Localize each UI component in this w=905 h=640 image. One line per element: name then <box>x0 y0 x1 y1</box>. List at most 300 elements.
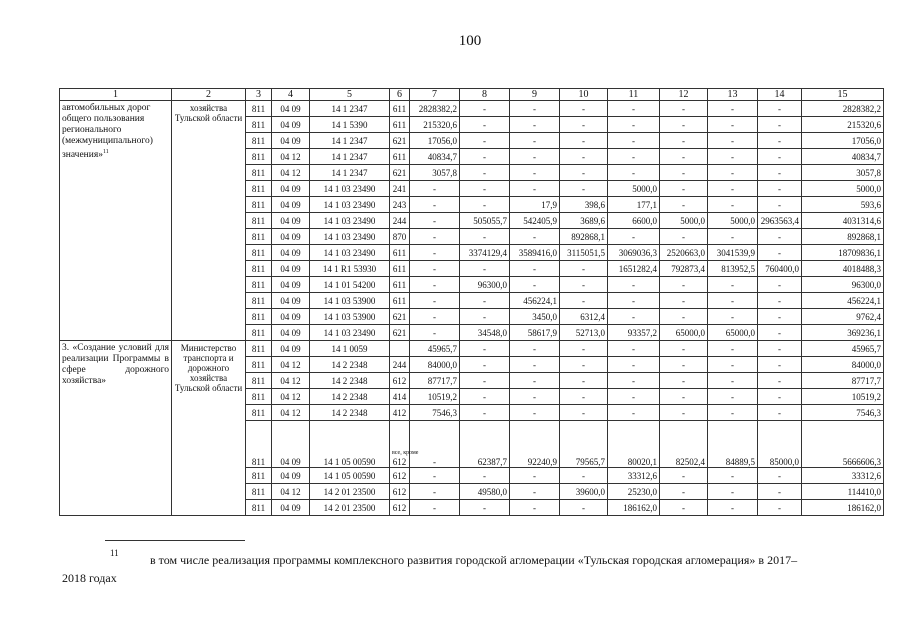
table-cell: - <box>510 341 560 357</box>
table-cell: - <box>608 309 660 325</box>
table-cell: 4031314,6 <box>802 213 884 229</box>
column-header: 2 <box>172 89 246 101</box>
table-cell: 04 12 <box>272 405 310 421</box>
table-cell: 811 <box>246 293 272 309</box>
table-cell: - <box>510 373 560 389</box>
table-cell: - <box>410 309 460 325</box>
table-cell: - <box>560 357 608 373</box>
table-cell: 58617,9 <box>510 325 560 341</box>
table-row <box>60 341 884 357</box>
table-cell: 65000,0 <box>660 325 708 341</box>
table-cell: 3069036,3 <box>608 245 660 261</box>
table-cell: 04 09 <box>272 341 310 357</box>
table-cell: 84000,0 <box>410 357 460 373</box>
table-cell: - <box>608 101 660 117</box>
table-cell: 39600,0 <box>560 484 608 500</box>
table-cell: - <box>758 229 802 245</box>
table-cell: - <box>460 500 510 516</box>
table-cell: - <box>560 341 608 357</box>
table-cell: - <box>410 261 460 277</box>
table-cell <box>390 421 419 468</box>
table-cell: - <box>510 133 560 149</box>
column-header: 3 <box>246 89 272 101</box>
table-cell: 14 1 03 23490 <box>310 197 390 213</box>
table-cell: - <box>460 149 510 165</box>
table-cell: - <box>660 165 708 181</box>
table-cell: - <box>608 405 660 421</box>
table-cell: 49580,0 <box>460 484 510 500</box>
table-cell: - <box>510 117 560 133</box>
table-cell: 40834,7 <box>802 149 884 165</box>
table-cell: 5666606,3 <box>802 421 884 468</box>
table-cell: 611 <box>390 245 410 261</box>
table-cell: - <box>758 405 802 421</box>
table-cell: 04 12 <box>272 484 310 500</box>
table-cell: - <box>758 117 802 133</box>
table-cell: 811 <box>246 165 272 181</box>
table-cell: 811 <box>246 101 272 117</box>
table-cell: - <box>410 484 460 500</box>
table-cell: - <box>460 309 510 325</box>
table-cell: - <box>410 181 460 197</box>
table-cell: 04 09 <box>272 421 310 468</box>
table-cell: 892868,1 <box>560 229 608 245</box>
table-cell: 04 09 <box>272 500 310 516</box>
table-cell: 14 1 2347 <box>310 133 390 149</box>
table-cell: - <box>460 229 510 245</box>
table-cell: 04 09 <box>272 245 310 261</box>
table-cell: - <box>560 277 608 293</box>
table-cell: 811 <box>246 484 272 500</box>
table-cell: - <box>660 405 708 421</box>
column-header: 10 <box>560 89 608 101</box>
table-cell: 186162,0 <box>802 500 884 516</box>
table-cell: 3057,8 <box>802 165 884 181</box>
table-cell: 811 <box>246 468 272 484</box>
table-cell: - <box>758 500 802 516</box>
table-cell: 6312,4 <box>560 309 608 325</box>
table-cell: - <box>410 325 460 341</box>
table-cell: 18709836,1 <box>802 245 884 261</box>
table-cell: 85000,0 <box>758 421 802 468</box>
table-cell: - <box>560 261 608 277</box>
table-cell: - <box>460 261 510 277</box>
table-cell: 33312,6 <box>802 468 884 484</box>
table-cell: 3374129,4 <box>460 245 510 261</box>
column-header: 8 <box>460 89 510 101</box>
column-header: 14 <box>758 89 802 101</box>
table-cell: - <box>708 373 758 389</box>
table-cell: 34548,0 <box>460 325 510 341</box>
table-cell: 80020,1 <box>608 421 660 468</box>
table-cell: - <box>758 181 802 197</box>
table-cell: - <box>608 117 660 133</box>
table-cell: 04 09 <box>272 213 310 229</box>
table-cell: 04 09 <box>272 117 310 133</box>
column-header: 6 <box>390 89 410 101</box>
table-cell: - <box>708 165 758 181</box>
table-cell: 811 <box>246 309 272 325</box>
table-cell: - <box>608 373 660 389</box>
table-cell: - <box>460 117 510 133</box>
table-cell: - <box>510 357 560 373</box>
table-cell: - <box>660 389 708 405</box>
table-cell: - <box>510 468 560 484</box>
table-cell: 9762,4 <box>802 309 884 325</box>
column-header: 9 <box>510 89 560 101</box>
table-cell: 2828382,2 <box>410 101 460 117</box>
table-cell: - <box>410 197 460 213</box>
table-cell: 621 <box>390 309 410 325</box>
table-cell: - <box>708 149 758 165</box>
table-cell: - <box>758 277 802 293</box>
table-cell: 04 12 <box>272 357 310 373</box>
table-cell: - <box>708 117 758 133</box>
footnote-text: в том числе реализация программы комплексного развития городской агломерации «Тульская городская агломерация» в 2017– <box>150 553 798 567</box>
table-cell: 456224,1 <box>802 293 884 309</box>
table-cell: 811 <box>246 229 272 245</box>
table-cell: 811 <box>246 213 272 229</box>
table-cell: 04 09 <box>272 181 310 197</box>
table-cell: 82502,4 <box>660 421 708 468</box>
table-cell: 505055,7 <box>460 213 510 229</box>
table-cell: - <box>660 149 708 165</box>
table-cell: 811 <box>246 261 272 277</box>
table-cell: 04 09 <box>272 133 310 149</box>
table-cell: 612 <box>390 484 410 500</box>
table-cell: - <box>560 468 608 484</box>
table-cell: 04 09 <box>272 261 310 277</box>
table-cell: - <box>410 277 460 293</box>
table-cell: 621 <box>390 133 410 149</box>
table-cell: 811 <box>246 405 272 421</box>
table-cell: - <box>608 357 660 373</box>
table-cell: - <box>608 341 660 357</box>
table-cell: 244 <box>390 357 410 373</box>
table-cell: - <box>758 101 802 117</box>
table-cell: 14 1 05 00590 <box>310 468 390 484</box>
table-cell: 811 <box>246 133 272 149</box>
table-cell: - <box>608 277 660 293</box>
table-cell: - <box>708 229 758 245</box>
table-cell: - <box>510 277 560 293</box>
table-cell: - <box>708 341 758 357</box>
table-cell: 14 1 5390 <box>310 117 390 133</box>
table-cell: - <box>560 389 608 405</box>
table-cell: - <box>510 165 560 181</box>
table-cell: 25230,0 <box>608 484 660 500</box>
footnote-reference: 11 <box>102 149 109 155</box>
table-cell: 811 <box>246 181 272 197</box>
table-cell: - <box>660 484 708 500</box>
table-cell: 611 <box>390 117 410 133</box>
column-header: 5 <box>310 89 390 101</box>
table-row <box>60 101 884 117</box>
table-cell: - <box>660 357 708 373</box>
table-cell: 612 <box>390 500 410 516</box>
table-cell: 92240,9 <box>510 421 560 468</box>
table-cell: 14 1 03 23490 <box>310 229 390 245</box>
table-cell: 1651282,4 <box>608 261 660 277</box>
table-cell: 5000,0 <box>660 213 708 229</box>
table-cell: - <box>510 149 560 165</box>
table-cell: 14 2 2348 <box>310 389 390 405</box>
table-cell: 3689,6 <box>560 213 608 229</box>
table-cell: 243 <box>390 197 410 213</box>
table-cell: 414 <box>390 389 410 405</box>
table-cell: - <box>608 165 660 181</box>
table-cell: - <box>608 133 660 149</box>
table-cell: - <box>708 357 758 373</box>
table-cell: - <box>708 133 758 149</box>
table-cell: - <box>510 229 560 245</box>
table-cell: - <box>460 197 510 213</box>
table-cell: 14 2 2348 <box>310 405 390 421</box>
table-cell: 611 <box>390 149 410 165</box>
table-cell: 84889,5 <box>708 421 758 468</box>
table-cell: - <box>708 468 758 484</box>
table-cell: - <box>410 468 460 484</box>
table-cell: 2828382,2 <box>802 101 884 117</box>
table-cell: - <box>460 165 510 181</box>
table-cell: 612 <box>390 468 410 484</box>
table-cell: 542405,9 <box>510 213 560 229</box>
table-cell: - <box>708 405 758 421</box>
table-cell: - <box>510 181 560 197</box>
table-cell: 17056,0 <box>410 133 460 149</box>
table-cell: 14 2 2348 <box>310 373 390 389</box>
table-cell: - <box>708 293 758 309</box>
table-cell: 593,6 <box>802 197 884 213</box>
table-cell: 04 09 <box>272 309 310 325</box>
table-cell: - <box>660 468 708 484</box>
table-cell: 215320,6 <box>802 117 884 133</box>
table-cell: - <box>708 197 758 213</box>
column-header: 4 <box>272 89 310 101</box>
table-cell: 241 <box>390 181 410 197</box>
table-cell: 14 1 0059 <box>310 341 390 357</box>
table-cell: 52713,0 <box>560 325 608 341</box>
table-cell: - <box>510 484 560 500</box>
table-cell: 811 <box>246 117 272 133</box>
table-cell: 96300,0 <box>802 277 884 293</box>
table-cell: - <box>660 277 708 293</box>
activity-description-text: автомобильных дорог общего пользования регионального (межмуниципального) значения» <box>62 103 153 161</box>
table-cell: 114410,0 <box>802 484 884 500</box>
table-cell: 14 1 03 23490 <box>310 213 390 229</box>
footnote-mark: 11 <box>110 548 119 558</box>
table-cell: 79565,7 <box>560 421 608 468</box>
table-cell: - <box>758 293 802 309</box>
table-cell: 40834,7 <box>410 149 460 165</box>
table-cell: - <box>510 389 560 405</box>
table-cell: 186162,0 <box>608 500 660 516</box>
table-cell: 3041539,9 <box>708 245 758 261</box>
activity-description <box>60 101 172 341</box>
header-row <box>60 89 884 101</box>
responsible-organization: Министерство транспорта и дорожного хозяйства Тульской области <box>172 341 246 516</box>
column-header: 11 <box>608 89 660 101</box>
table-cell: 04 12 <box>272 373 310 389</box>
table-cell: 7546,3 <box>802 405 884 421</box>
table-cell: 2520663,0 <box>660 245 708 261</box>
table-cell: - <box>410 245 460 261</box>
table-cell: - <box>708 181 758 197</box>
table-cell: - <box>758 468 802 484</box>
table-cell: - <box>758 245 802 261</box>
table-cell: 45965,7 <box>802 341 884 357</box>
column-header: 13 <box>708 89 758 101</box>
table-cell: 04 12 <box>272 165 310 181</box>
table-cell: 87717,7 <box>410 373 460 389</box>
table-cell: 04 09 <box>272 277 310 293</box>
table-cell: - <box>758 309 802 325</box>
column-header: 12 <box>660 89 708 101</box>
table-cell: - <box>460 181 510 197</box>
table-cell: - <box>660 309 708 325</box>
table-cell: 84000,0 <box>802 357 884 373</box>
table-cell: - <box>460 133 510 149</box>
table-cell: - <box>758 165 802 181</box>
table-cell: 14 1 03 53900 <box>310 293 390 309</box>
table-cell: - <box>660 197 708 213</box>
table-cell: 14 1 03 53900 <box>310 309 390 325</box>
table-cell: - <box>560 405 608 421</box>
table-cell: 14 1 03 23490 <box>310 325 390 341</box>
table-cell: - <box>560 293 608 309</box>
table-cell: 14 1 2347 <box>310 165 390 181</box>
table-cell: 792873,4 <box>660 261 708 277</box>
table-cell: 14 1 01 54200 <box>310 277 390 293</box>
responsible-organization: хозяйства Тульской области <box>172 101 246 341</box>
table-cell: - <box>608 389 660 405</box>
table-cell: 892868,1 <box>802 229 884 245</box>
footnote-text-continued: 2018 годах <box>62 571 117 585</box>
table-cell: 14 1 R1 53930 <box>310 261 390 277</box>
table-cell: - <box>560 373 608 389</box>
footnote-separator <box>105 540 245 541</box>
table-cell: - <box>758 149 802 165</box>
table-cell: - <box>560 117 608 133</box>
table-cell: 456224,1 <box>510 293 560 309</box>
table-cell: 3057,8 <box>410 165 460 181</box>
activity-description: 3. «Создание условий для реализации Программы в сфере дорожного хозяйства» <box>60 341 172 516</box>
table-cell: 3450,0 <box>510 309 560 325</box>
table-cell: 244 <box>390 213 410 229</box>
table-cell: 4018488,3 <box>802 261 884 277</box>
table-cell: 04 09 <box>272 468 310 484</box>
column-header: 15 <box>802 89 884 101</box>
table-cell: - <box>460 293 510 309</box>
table-cell: - <box>460 468 510 484</box>
table-cell: 398,6 <box>560 197 608 213</box>
table-cell: 369236,1 <box>802 325 884 341</box>
table-cell: 811 <box>246 373 272 389</box>
table-cell: 612 <box>390 373 410 389</box>
table-cell: 811 <box>246 421 272 468</box>
table-cell: - <box>510 101 560 117</box>
table-cell: 5000,0 <box>802 181 884 197</box>
table-cell: 45965,7 <box>410 341 460 357</box>
table-cell: 5000,0 <box>608 181 660 197</box>
table-cell: 621 <box>390 325 410 341</box>
table-cell: - <box>660 500 708 516</box>
table-cell: 14 2 01 23500 <box>310 500 390 516</box>
table-cell: 17,9 <box>510 197 560 213</box>
table-cell: - <box>660 117 708 133</box>
table-cell: 10519,2 <box>802 389 884 405</box>
cell-value: 612 <box>392 457 407 467</box>
table-cell: 14 1 03 23490 <box>310 245 390 261</box>
page-number: 100 <box>458 33 482 49</box>
table-cell: 04 09 <box>272 197 310 213</box>
table-cell: 14 1 03 23490 <box>310 181 390 197</box>
table-cell: - <box>708 309 758 325</box>
table-cell: - <box>758 389 802 405</box>
table-cell: - <box>560 181 608 197</box>
table-cell: - <box>560 101 608 117</box>
table-cell: - <box>660 133 708 149</box>
table-cell: 65000,0 <box>708 325 758 341</box>
table-cell: 04 09 <box>272 325 310 341</box>
table-cell: 3115051,5 <box>560 245 608 261</box>
table-cell: - <box>608 293 660 309</box>
table-cell: - <box>758 484 802 500</box>
table-cell: 621 <box>390 165 410 181</box>
table-cell: - <box>758 133 802 149</box>
table-cell: - <box>460 357 510 373</box>
budget-table <box>59 88 884 516</box>
table-cell: - <box>410 229 460 245</box>
table-cell: 3589416,0 <box>510 245 560 261</box>
table-cell: - <box>410 213 460 229</box>
table-cell: 611 <box>390 261 410 277</box>
table-cell: 811 <box>246 357 272 373</box>
table-cell: 611 <box>390 277 410 293</box>
table-cell: - <box>410 500 460 516</box>
table-cell: 33312,6 <box>608 468 660 484</box>
table-cell: 811 <box>246 149 272 165</box>
table-cell: - <box>410 293 460 309</box>
table-cell: - <box>708 101 758 117</box>
table-cell: - <box>608 149 660 165</box>
table-cell: - <box>460 373 510 389</box>
table-cell: - <box>510 500 560 516</box>
table-cell: - <box>758 341 802 357</box>
table-cell: 811 <box>246 389 272 405</box>
table-cell: - <box>510 405 560 421</box>
table-cell: - <box>758 357 802 373</box>
table-cell: 87717,7 <box>802 373 884 389</box>
table-cell: - <box>660 293 708 309</box>
table-cell: - <box>560 149 608 165</box>
table-cell: - <box>560 133 608 149</box>
table-cell: - <box>410 421 460 468</box>
table-cell: 5000,0 <box>708 213 758 229</box>
table-cell: - <box>460 405 510 421</box>
table-cell: - <box>660 229 708 245</box>
table-cell: 14 2 2348 <box>310 357 390 373</box>
table-cell: 96300,0 <box>460 277 510 293</box>
table-cell: 811 <box>246 341 272 357</box>
table-cell: - <box>758 373 802 389</box>
table-cell: 04 09 <box>272 101 310 117</box>
table-cell: 412 <box>390 405 410 421</box>
table-cell: 14 1 05 00590 <box>310 421 390 468</box>
table-cell: 811 <box>246 277 272 293</box>
table-cell: 811 <box>246 245 272 261</box>
table-cell: - <box>608 229 660 245</box>
